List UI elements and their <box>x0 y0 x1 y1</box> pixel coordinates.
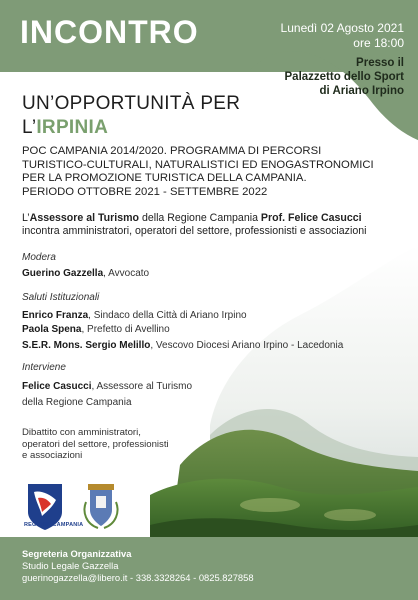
event-title: INCONTRO <box>20 14 199 50</box>
headline-accent: IRPINIA <box>36 117 109 138</box>
saluti-role-2: , Prefetto di Avellino <box>81 324 170 335</box>
saluti-name-3: S.E.R. Mons. Sergio Melillo <box>22 340 151 351</box>
event-venue <box>285 56 405 98</box>
intro-line-1 <box>22 212 412 225</box>
saluti-role-1: , Sindaco della Città di Ariano Irpino <box>88 310 247 321</box>
event-date-time: ore 18:00 <box>353 36 404 50</box>
debate-line-3: e associazioni <box>22 450 83 461</box>
saluti-item <box>22 323 170 336</box>
debate-line-1: Dibattito con amministratori, <box>22 427 141 438</box>
intro-text <box>22 212 412 238</box>
saluti-name-1: Enrico Franza <box>22 310 89 321</box>
footer-contacts <box>22 548 254 584</box>
intro-part-1: L’ <box>22 212 30 224</box>
saluti-label: Saluti Istituzionali <box>22 292 100 303</box>
modera-label: Modera <box>22 252 56 263</box>
interviene-role-2: della Regione Campania <box>22 397 132 408</box>
headline <box>22 92 240 140</box>
regione-campania-caption: REGIONE CAMPANIA <box>24 522 84 528</box>
program-line-1: POC CAMPANIA 2014/2020. PROGRAMMA DI PERCORSI <box>22 145 322 157</box>
program-line-3: PER LA PROMOZIONE TURISTICA DELLA CAMPANIA. <box>22 172 307 184</box>
modera-name: Guerino Gazzella <box>22 268 104 279</box>
footer-line-2: Studio Legale Gazzella <box>22 560 119 571</box>
intro-part-3: della Regione Campania <box>139 212 261 224</box>
saluti-role-3: , Vescovo Diocesi Ariano Irpino - Lacedonia <box>150 340 344 351</box>
debate-text <box>22 427 172 462</box>
footer-line-3: guerinogazzella@libero.it - 338.3328264 - 0825.827858 <box>22 572 254 583</box>
venue-line-3: di Ariano Irpino <box>319 85 404 97</box>
venue-line-1: Presso il <box>356 57 404 69</box>
interviene-label: Interviene <box>22 362 66 373</box>
venue-line-2: Palazzetto dello Sport <box>284 71 404 83</box>
headline-prefix: L’ <box>22 117 37 138</box>
interviene-name: Felice Casucci <box>22 381 92 392</box>
headline-line-1: UN’OPPORTUNITÀ PER <box>22 93 241 114</box>
modera-line <box>22 267 149 280</box>
program-description <box>22 145 412 199</box>
event-date-day: Lunedì 02 Agosto 2021 <box>280 21 404 35</box>
footer-line-1: Segreteria Organizzativa <box>22 548 132 559</box>
saluti-name-2: Paola Spena <box>22 324 82 335</box>
interviene-role: , Assessore al Turismo <box>91 381 193 392</box>
intro-assessore: Assessore al Turismo <box>29 212 139 224</box>
ariano-irpino-crest <box>85 484 118 528</box>
intro-line-2: incontra amministratori, operatori del settore, professionisti e associazioni <box>22 225 367 237</box>
program-line-2: TURISTICO-CULTURALI, NATURALISTICI ED ENOGASTRONOMICI <box>22 158 374 171</box>
saluti-item <box>22 309 247 322</box>
interviene-line <box>22 380 192 393</box>
debate-line-2: operatori del settore, professionisti <box>22 438 169 450</box>
intro-casucci: Prof. Felice Casucci <box>260 212 362 224</box>
saluti-item <box>22 339 343 352</box>
modera-role: , Avvocato <box>103 268 150 279</box>
event-date <box>281 21 404 51</box>
program-line-4: PERIODO OTTOBRE 2021 - SETTEMBRE 2022 <box>22 185 268 198</box>
headline-line-2 <box>22 116 240 140</box>
